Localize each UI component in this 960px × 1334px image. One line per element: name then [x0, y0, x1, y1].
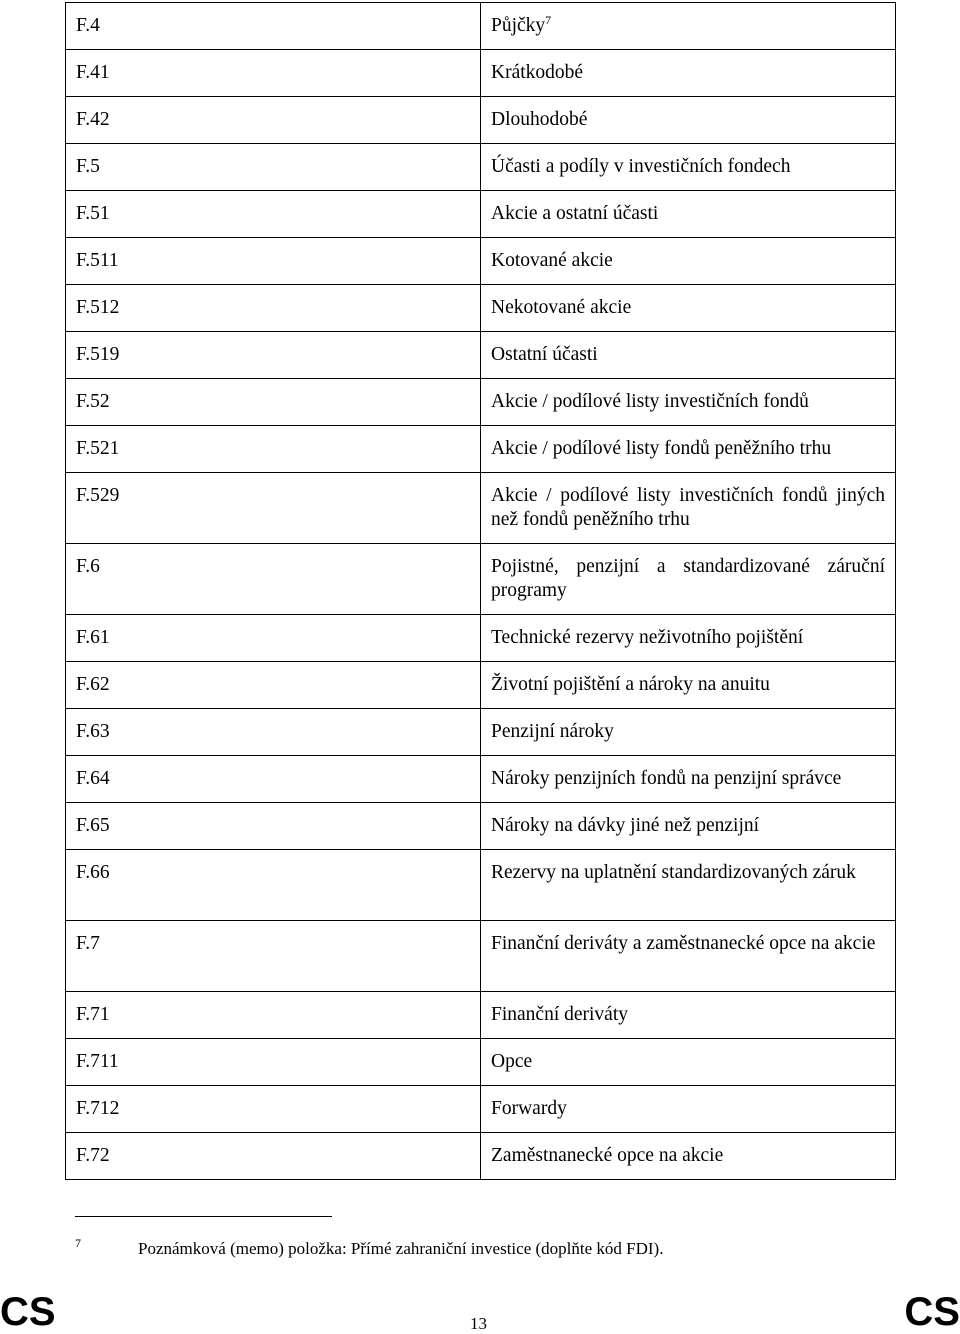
row-code: F.72: [66, 1133, 481, 1180]
table-row: [66, 850, 896, 921]
row-label-text: Akcie / podílové listy investičních fondů jiných než fondů peněžního trhu: [491, 485, 885, 530]
row-label-text: Akcie a ostatní účasti: [491, 203, 659, 224]
row-label: [481, 332, 896, 379]
row-code: F.61: [66, 615, 481, 662]
row-label: [481, 426, 896, 473]
row-code: F.64: [66, 756, 481, 803]
row-label-text: Kotované akcie: [491, 250, 613, 271]
row-label-text: Zaměstnanecké opce na akcie: [491, 1145, 724, 1166]
row-code: F.5: [66, 144, 481, 191]
table-row: [66, 709, 896, 756]
row-code: F.65: [66, 803, 481, 850]
row-label: [481, 3, 896, 50]
row-label: [481, 803, 896, 850]
row-label: [481, 97, 896, 144]
page-number: 13: [470, 1314, 487, 1333]
row-label-text: Opce: [491, 1051, 533, 1072]
row-label: [481, 144, 896, 191]
row-label: [481, 1039, 896, 1086]
table-row: [66, 285, 896, 332]
table-row: [66, 144, 896, 191]
table-row: [66, 191, 896, 238]
row-code: F.511: [66, 238, 481, 285]
row-code: F.521: [66, 426, 481, 473]
classification-table: [65, 2, 896, 1180]
row-label: [481, 756, 896, 803]
row-code: F.712: [66, 1086, 481, 1133]
row-label-text: Rezervy na uplatnění standardizovaných záruk: [491, 862, 856, 883]
row-label-text: Technické rezervy neživotního pojištění: [491, 627, 804, 648]
table-row: [66, 756, 896, 803]
row-code: F.711: [66, 1039, 481, 1086]
row-label-text: Finanční deriváty: [491, 1004, 629, 1025]
row-label: [481, 473, 896, 544]
row-label-text: Dlouhodobé: [491, 109, 588, 130]
language-code-right: CS: [904, 1290, 960, 1334]
row-code: F.66: [66, 850, 481, 921]
row-label: [481, 379, 896, 426]
row-label-text: Forwardy: [491, 1098, 567, 1119]
table-row: [66, 1086, 896, 1133]
footnote-mark: 7: [75, 1236, 81, 1250]
table-row: [66, 1133, 896, 1180]
table-row: [66, 544, 896, 615]
row-label: [481, 191, 896, 238]
row-label-text: Penzijní nároky: [491, 721, 614, 742]
row-code: F.52: [66, 379, 481, 426]
row-code: F.519: [66, 332, 481, 379]
row-code: F.42: [66, 97, 481, 144]
table-row: [66, 426, 896, 473]
row-label-text: Nekotované akcie: [491, 297, 632, 318]
table-row: [66, 1039, 896, 1086]
table-row: [66, 97, 896, 144]
row-label-text: Akcie / podílové listy fondů peněžního trhu: [491, 438, 832, 459]
row-label: [481, 285, 896, 332]
row-code: F.71: [66, 992, 481, 1039]
row-label-text: Pojistné, penzijní a standardizované záruční programy: [491, 556, 885, 601]
table-row: [66, 662, 896, 709]
footnote-reference: 7: [545, 13, 552, 27]
row-label: [481, 50, 896, 97]
language-code-left: CS: [0, 1290, 56, 1334]
row-code: F.4: [66, 3, 481, 50]
row-label-text: Životní pojištění a nároky na anuitu: [491, 674, 770, 695]
table-row: [66, 615, 896, 662]
row-label: [481, 1133, 896, 1180]
table-row: [66, 3, 896, 50]
table-row: [66, 473, 896, 544]
row-label: [481, 662, 896, 709]
row-code: F.6: [66, 544, 481, 615]
row-label: [481, 992, 896, 1039]
table-row: [66, 921, 896, 992]
row-label-text: Krátkodobé: [491, 62, 584, 83]
row-label-text: Půjčky: [491, 15, 546, 36]
row-code: F.41: [66, 50, 481, 97]
row-code: F.63: [66, 709, 481, 756]
row-code: F.51: [66, 191, 481, 238]
table-row: [66, 332, 896, 379]
footnote-separator: [75, 1216, 332, 1217]
row-label: [481, 921, 896, 992]
table-row: [66, 803, 896, 850]
row-label-text: Nároky penzijních fondů na penzijní správce: [491, 768, 842, 789]
row-label: [481, 615, 896, 662]
row-code: F.7: [66, 921, 481, 992]
table-row: [66, 379, 896, 426]
row-label: [481, 709, 896, 756]
row-label-text: Ostatní účasti: [491, 344, 598, 365]
row-code: F.62: [66, 662, 481, 709]
row-label: [481, 1086, 896, 1133]
row-label-text: Nároky na dávky jiné než penzijní: [491, 815, 760, 836]
table-row: [66, 238, 896, 285]
row-label: [481, 238, 896, 285]
footnote-text: Poznámková (memo) položka: Přímé zahraniční investice (doplňte kód FDI).: [138, 1239, 664, 1258]
row-label-text: Akcie / podílové listy investičních fondů: [491, 391, 809, 412]
row-label: [481, 850, 896, 921]
row-label-text: Finanční deriváty a zaměstnanecké opce na akcie: [491, 933, 876, 954]
row-label: [481, 544, 896, 615]
row-code: F.529: [66, 473, 481, 544]
row-label-text: Účasti a podíly v investičních fondech: [491, 156, 791, 177]
table-row: [66, 50, 896, 97]
row-code: F.512: [66, 285, 481, 332]
table-row: [66, 992, 896, 1039]
